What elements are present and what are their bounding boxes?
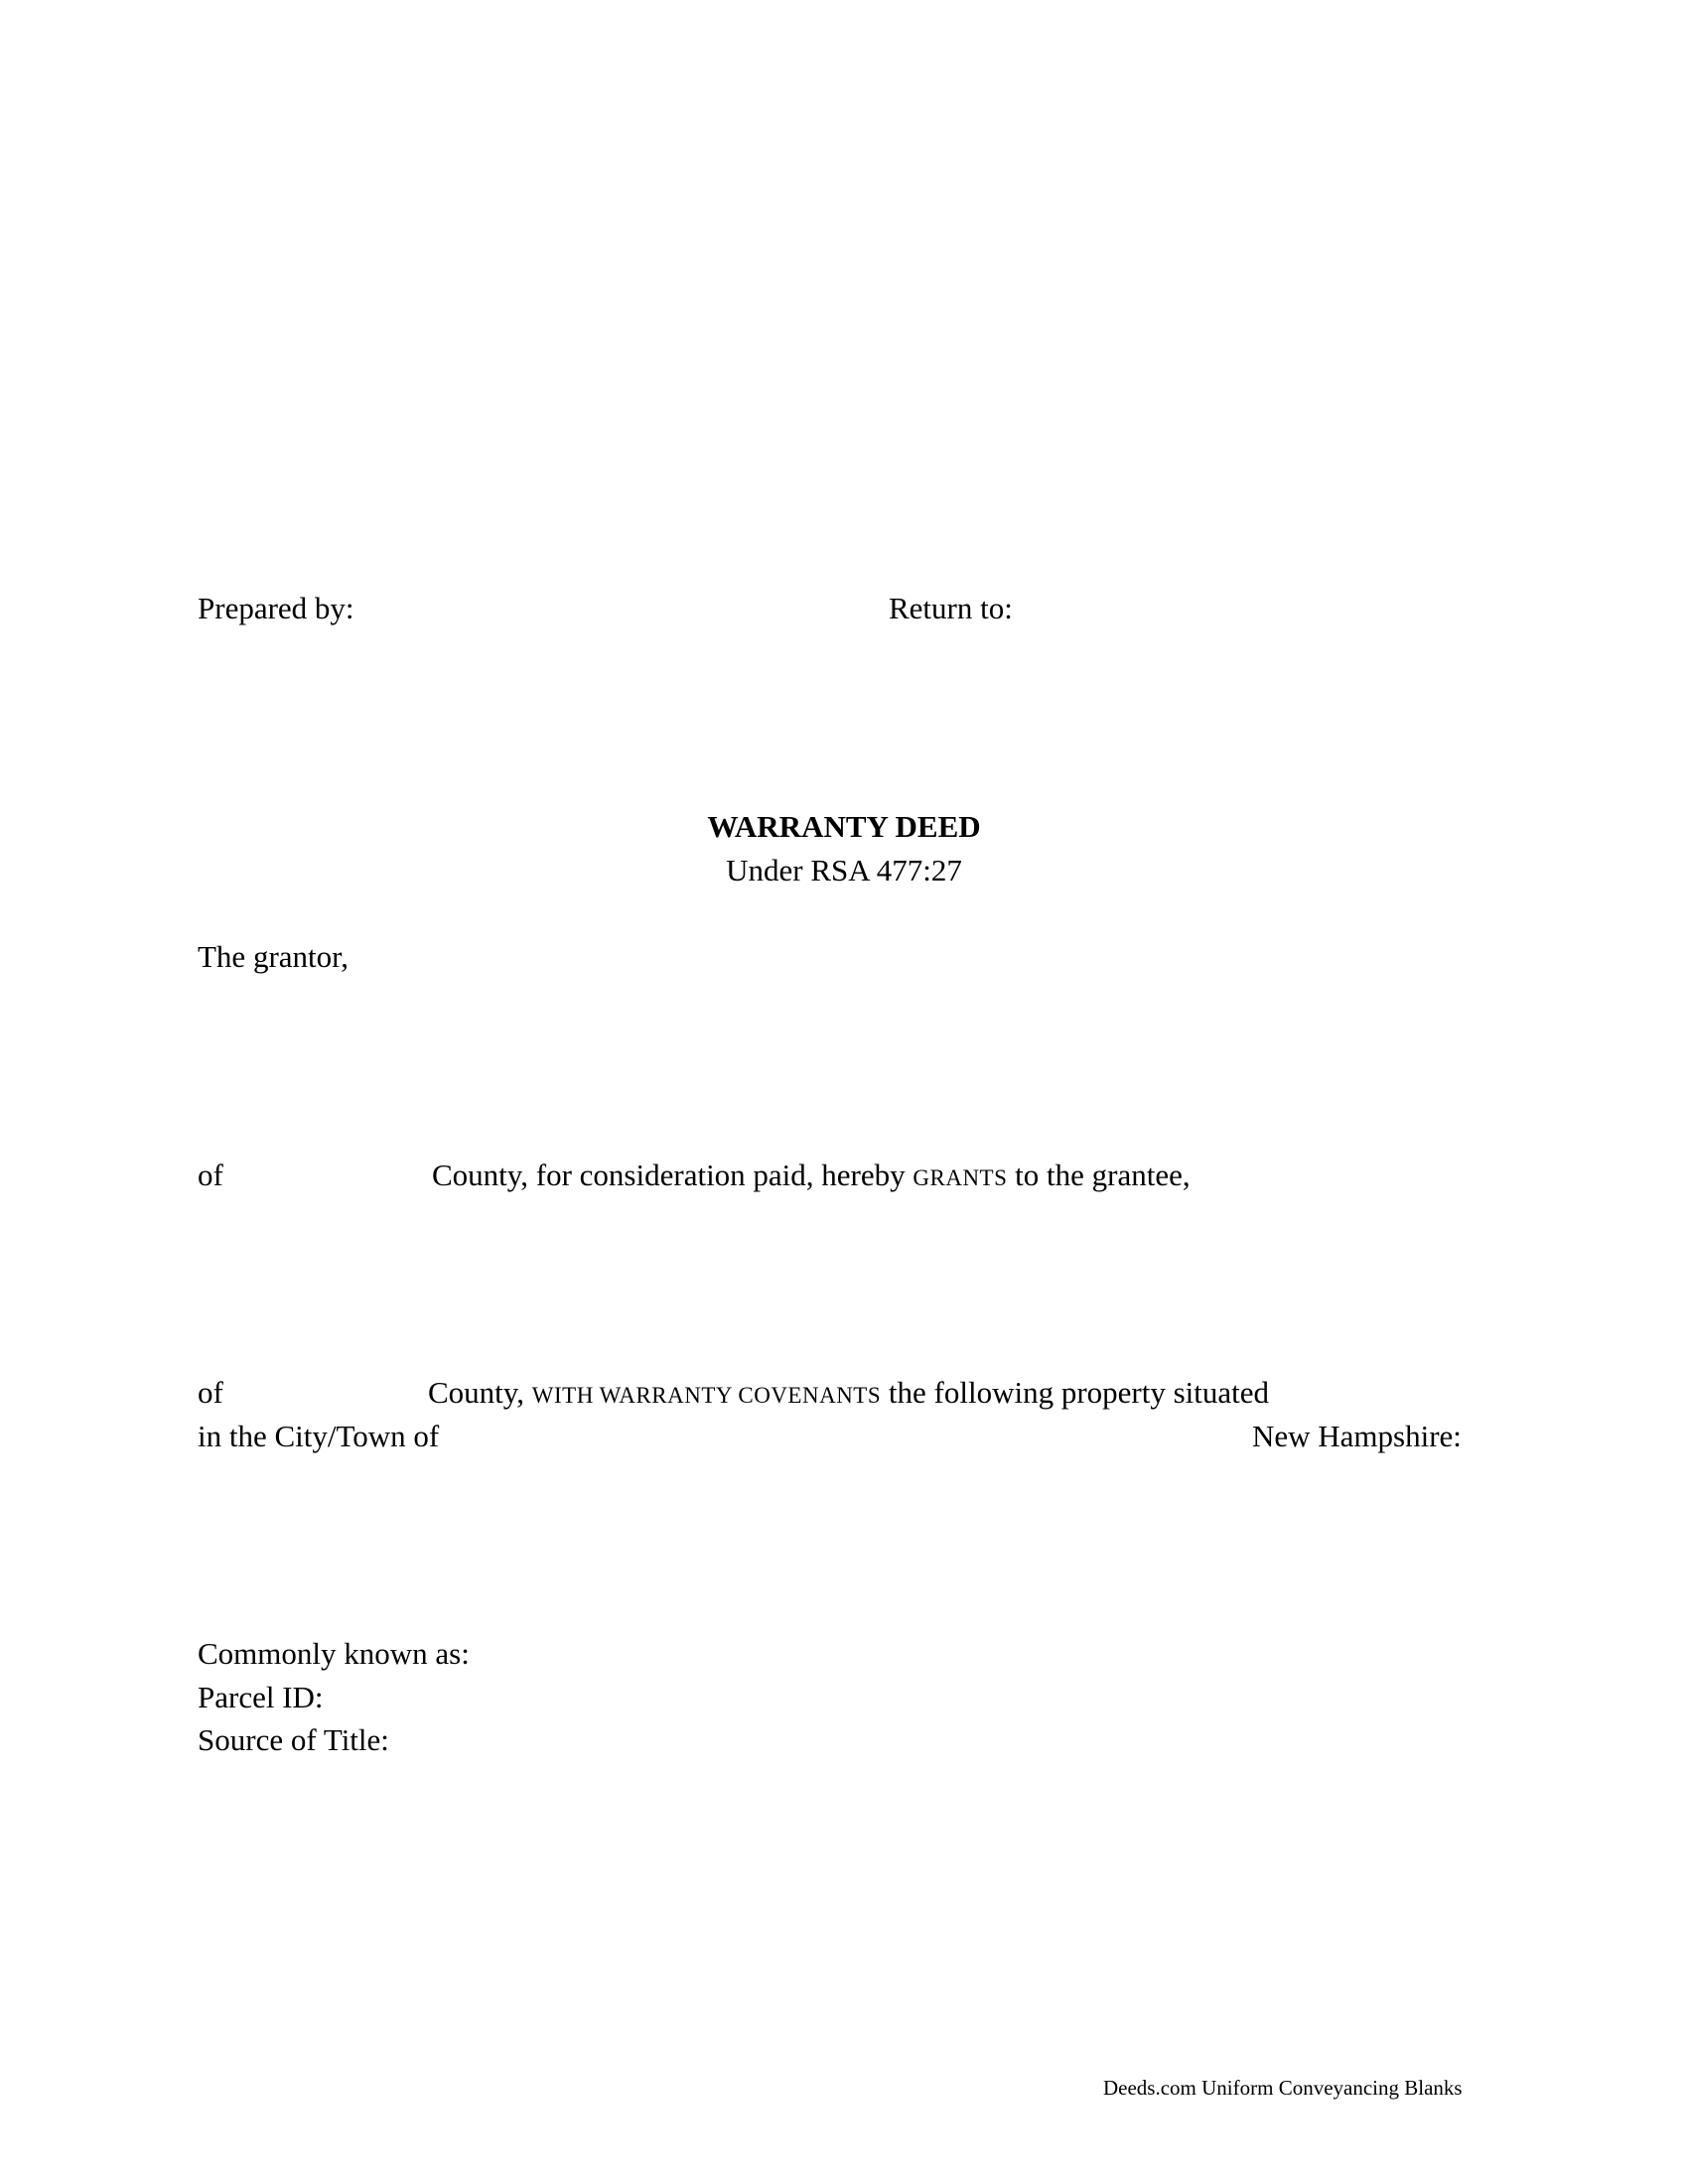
footer-text: Deeds.com Uniform Conveyancing Blanks: [1103, 2076, 1463, 2100]
return-to-label: Return to:: [889, 591, 1013, 625]
following-property-text: the following property situated: [888, 1375, 1270, 1410]
to-grantee-text: to the grantee,: [1015, 1158, 1191, 1192]
prepared-by-label: Prepared by:: [198, 591, 354, 625]
document-subtitle: Under RSA 477:27: [726, 853, 962, 887]
source-of-title-label: Source of Title:: [198, 1722, 389, 1757]
grantor-of-label: of: [198, 1158, 223, 1192]
covenant-clause: [428, 1375, 1269, 1414]
grant-clause: [432, 1158, 1191, 1196]
commonly-known-label: Commonly known as:: [198, 1636, 470, 1671]
document-title: WARRANTY DEED: [707, 809, 981, 844]
warranty-covenants-keyword: WITH WARRANTY COVENANTS: [531, 1383, 882, 1408]
covenant-county-text: County,: [428, 1375, 525, 1410]
grantor-label: The grantor,: [198, 939, 349, 974]
parcel-id-label: Parcel ID:: [198, 1680, 324, 1714]
state-label: New Hampshire:: [1252, 1419, 1462, 1453]
city-town-label: in the City/Town of: [198, 1419, 440, 1453]
grants-keyword: GRANTS: [913, 1165, 1008, 1190]
grant-county-text: County, for consideration paid, hereby: [432, 1158, 906, 1192]
grantee-of-label: of: [198, 1375, 223, 1410]
